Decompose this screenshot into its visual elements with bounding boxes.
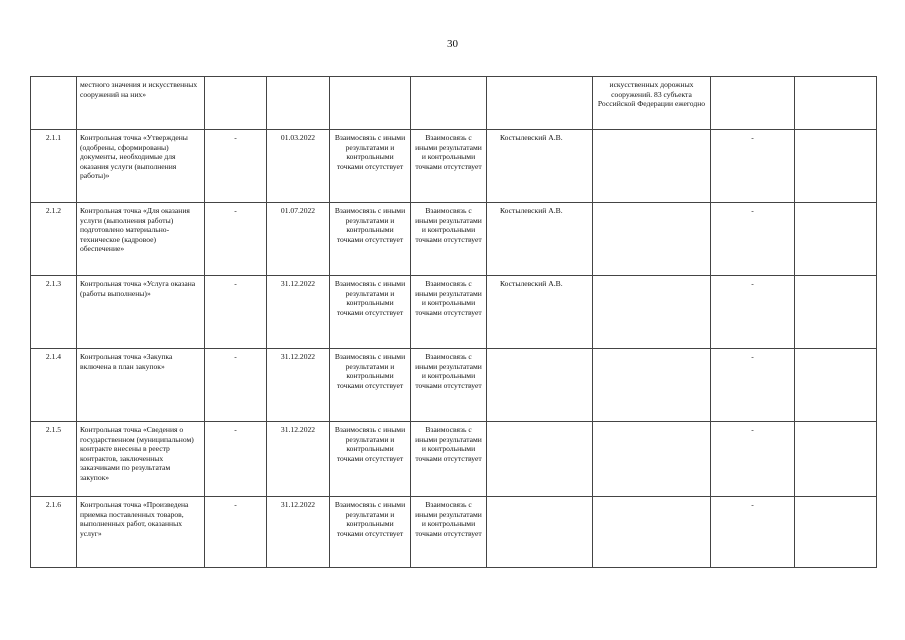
cell-num: 2.1.6 [31, 497, 77, 568]
cell-indicator [593, 203, 711, 276]
cell-extra [795, 497, 877, 568]
cell-num: 2.1.1 [31, 130, 77, 203]
cell-extra [795, 77, 877, 130]
table-row [31, 203, 877, 276]
cell-next: Взаимосвязь с иными результатами и контрольными точками отсутствует [411, 422, 487, 497]
cell-prev: Взаимосвязь с иными результатами и контрольными точками отсутствует [330, 497, 411, 568]
table-row [31, 349, 877, 422]
cell-end: 01.03.2022 [267, 130, 330, 203]
cell-start: - [205, 130, 267, 203]
cell-description: местного значения и искусственных сооружений на них» [77, 77, 205, 130]
cell-level: - [711, 203, 795, 276]
cell-num: 2.1.2 [31, 203, 77, 276]
cell-end: 31.12.2022 [267, 276, 330, 349]
cell-extra [795, 203, 877, 276]
cell-end: 01.07.2022 [267, 203, 330, 276]
cell-next: Взаимосвязь с иными результатами и контрольными точками отсутствует [411, 497, 487, 568]
cell-level: - [711, 130, 795, 203]
cell-extra [795, 276, 877, 349]
cell-next: Взаимосвязь с иными результатами и контрольными точками отсутствует [411, 349, 487, 422]
cell-level [711, 77, 795, 130]
cell-start: - [205, 203, 267, 276]
cell-prev [330, 77, 411, 130]
cell-description: Контрольная точка «Утверждены (одобрены, сформированы) документы, необходимые для оказания услуги (выполнения работы)» [77, 130, 205, 203]
cell-description: Контрольная точка «Произведена приемка поставленных товаров, выполненных работ, оказанных услуг» [77, 497, 205, 568]
cell-prev: Взаимосвязь с иными результатами и контрольными точками отсутствует [330, 276, 411, 349]
cell-level: - [711, 422, 795, 497]
cell-prev: Взаимосвязь с иными результатами и контрольными точками отсутствует [330, 349, 411, 422]
cell-num: 2.1.3 [31, 276, 77, 349]
cell-num: 2.1.4 [31, 349, 77, 422]
cell-start [205, 77, 267, 130]
cell-description: Контрольная точка «Для оказания услуги (выполнения работы) подготовлено материально-техническое (кадровое) обеспечение» [77, 203, 205, 276]
cell-level: - [711, 349, 795, 422]
table-row-continuation [31, 77, 877, 130]
cell-end [267, 77, 330, 130]
cell-num [31, 77, 77, 130]
page-number: 30 [447, 38, 458, 50]
cell-description: Контрольная точка «Сведения о государственном (муниципальном) контракте внесены в реестр контрактов, заключенных заказчиками по результатам закупок» [77, 422, 205, 497]
cell-start: - [205, 497, 267, 568]
cell-start: - [205, 276, 267, 349]
cell-description: Контрольная точка «Услуга оказана (работы выполнены)» [77, 276, 205, 349]
cell-responsible: Костылевский А.В. [487, 276, 593, 349]
cell-indicator [593, 349, 711, 422]
cell-indicator [593, 422, 711, 497]
cell-start: - [205, 422, 267, 497]
control-points-table [30, 76, 877, 568]
cell-level: - [711, 497, 795, 568]
cell-prev: Взаимосвязь с иными результатами и контрольными точками отсутствует [330, 422, 411, 497]
table-row [31, 497, 877, 568]
cell-level: - [711, 276, 795, 349]
cell-indicator [593, 130, 711, 203]
cell-indicator [593, 497, 711, 568]
cell-prev: Взаимосвязь с иными результатами и контрольными точками отсутствует [330, 130, 411, 203]
table-row [31, 276, 877, 349]
cell-extra [795, 349, 877, 422]
cell-end: 31.12.2022 [267, 422, 330, 497]
cell-responsible [487, 422, 593, 497]
cell-extra [795, 130, 877, 203]
cell-responsible: Костылевский А.В. [487, 130, 593, 203]
cell-num: 2.1.5 [31, 422, 77, 497]
cell-responsible: Костылевский А.В. [487, 203, 593, 276]
cell-next: Взаимосвязь с иными результатами и контрольными точками отсутствует [411, 276, 487, 349]
cell-indicator: искусственных дорожных сооружений. 83 субъекта Российской Федерации ежегодно [593, 77, 711, 130]
cell-indicator [593, 276, 711, 349]
cell-description: Контрольная точка «Закупка включена в план закупок» [77, 349, 205, 422]
cell-responsible [487, 497, 593, 568]
cell-prev: Взаимосвязь с иными результатами и контрольными точками отсутствует [330, 203, 411, 276]
cell-next: Взаимосвязь с иными результатами и контрольными точками отсутствует [411, 203, 487, 276]
cell-responsible [487, 77, 593, 130]
table-row [31, 130, 877, 203]
cell-next: Взаимосвязь с иными результатами и контрольными точками отсутствует [411, 130, 487, 203]
cell-end: 31.12.2022 [267, 497, 330, 568]
cell-extra [795, 422, 877, 497]
cell-responsible [487, 349, 593, 422]
cell-start: - [205, 349, 267, 422]
cell-end: 31.12.2022 [267, 349, 330, 422]
cell-next [411, 77, 487, 130]
table-row [31, 422, 877, 497]
